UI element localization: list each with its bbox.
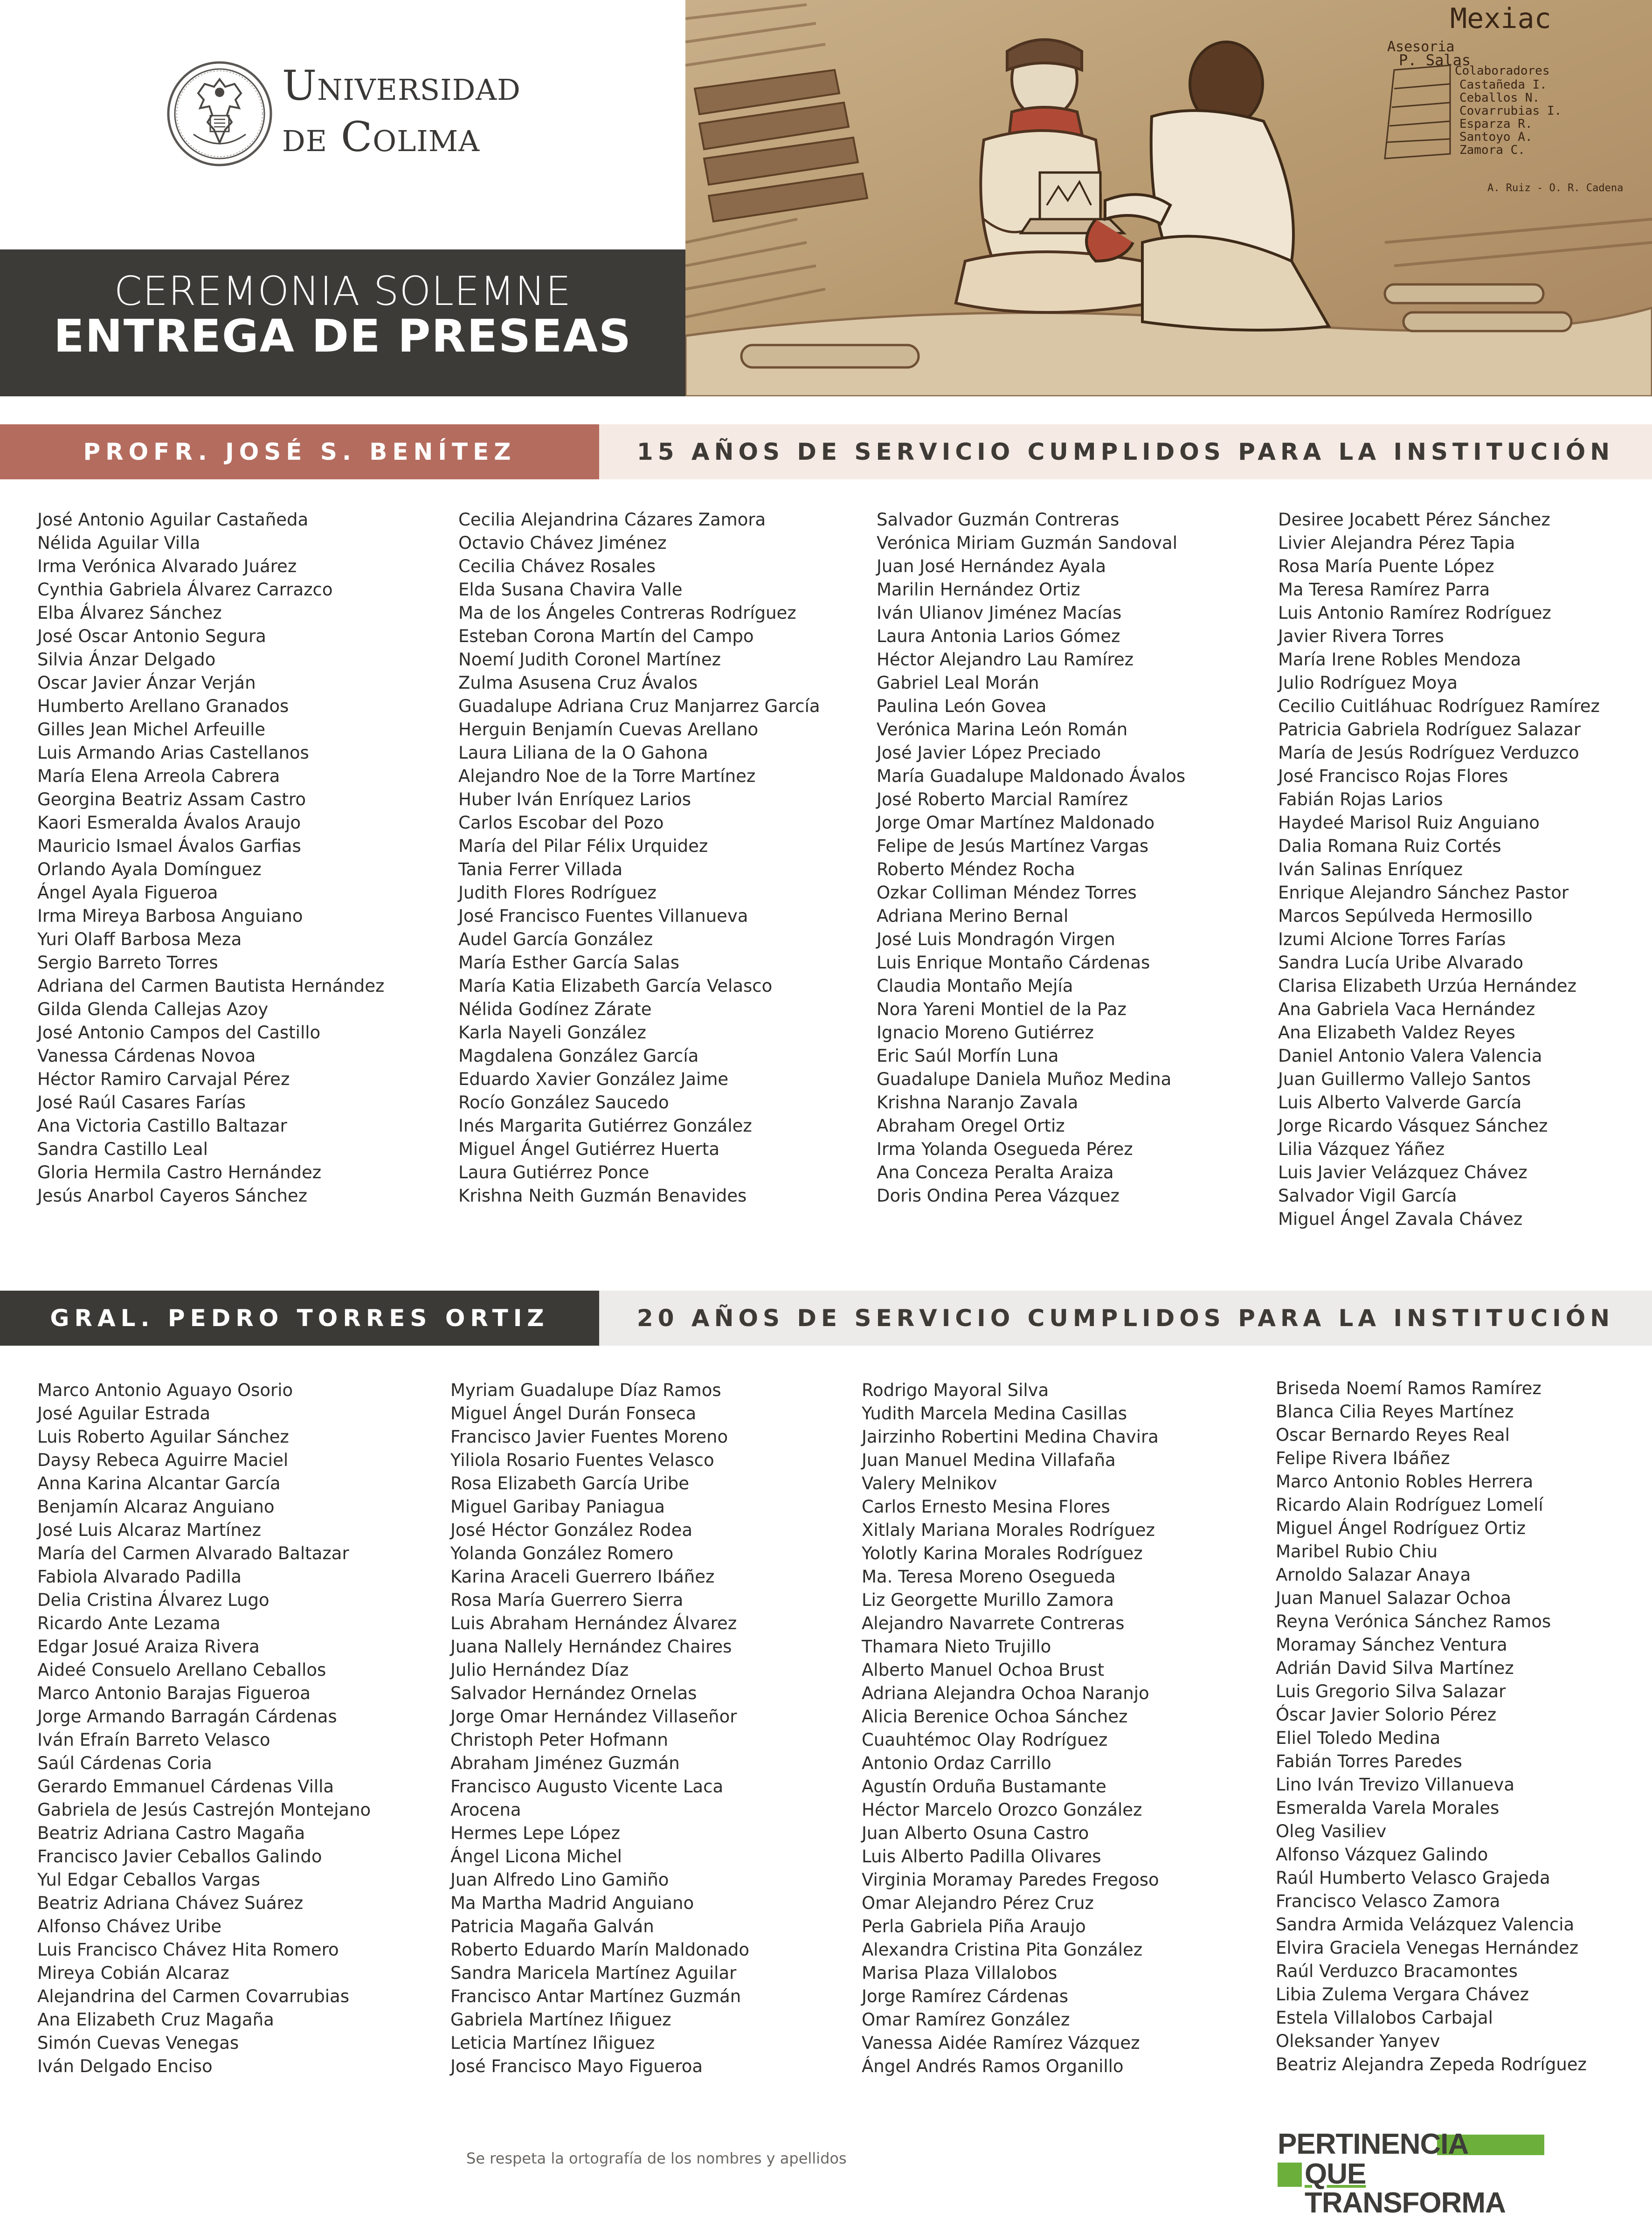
name-list-item: Esteban Corona Martín del Campo — [458, 626, 754, 646]
name-list-item: José Francisco Rojas Flores — [1278, 766, 1508, 786]
name-list-item: Nélida Godínez Zárate — [458, 999, 652, 1019]
svg-text:Castañeda I.: Castañeda I. — [1459, 78, 1547, 92]
name-list-item: Cecilia Chávez Rosales — [458, 556, 656, 576]
name-list-item: Cecilia Alejandrina Cázares Zamora — [458, 510, 766, 530]
name-list-item: Miguel Ángel Zavala Chávez — [1278, 1209, 1523, 1229]
name-list-item: Raúl Verduzco Bracamontes — [1276, 1961, 1518, 1981]
name-list-item: Ma. Teresa Moreno Osegueda — [862, 1567, 1116, 1587]
name-list-item: Felipe Rivera Ibáñez — [1276, 1448, 1450, 1468]
name-list-item: Alejandro Navarrete Contreras — [862, 1613, 1125, 1633]
name-list-item: Dalia Romana Ruiz Cortés — [1278, 836, 1501, 856]
name-list-item: Moramay Sánchez Ventura — [1276, 1635, 1507, 1655]
section2-column-2 — [450, 1379, 749, 2078]
name-list-item: Gloria Hermila Castro Hernández — [37, 1162, 322, 1182]
name-list-item: Sandra Lucía Uribe Alvarado — [1278, 953, 1523, 973]
name-list-item: Marcos Sepúlveda Hermosillo — [1278, 906, 1533, 926]
section2-column-4 — [1276, 1377, 1587, 2076]
name-list-item: Rosa María Guerrero Sierra — [450, 1590, 684, 1610]
name-list-item: Rosa María Puente López — [1278, 556, 1494, 576]
name-list-item: Benjamín Alcaraz Anguiano — [37, 1497, 275, 1517]
name-list-item: Juan Guillermo Vallejo Santos — [1278, 1069, 1531, 1089]
name-list-item: Ricardo Alain Rodríguez Lomelí — [1276, 1495, 1543, 1515]
name-list-item: Luis Francisco Chávez Hita Romero — [37, 1940, 339, 1960]
page-header — [0, 0, 1652, 396]
name-list-item: Sandra Armida Velázquez Valencia — [1276, 1915, 1575, 1935]
name-list-item: Laura Liliana de la O Gahona — [458, 743, 708, 763]
name-list-item: José Raúl Casares Farías — [37, 1092, 246, 1113]
section1-column-3 — [877, 508, 1185, 1208]
name-list-item: Cynthia Gabriela Álvarez Carrazco — [37, 580, 333, 600]
name-list-item: Luis Roberto Aguilar Sánchez — [37, 1427, 289, 1447]
name-list-item: Iván Ulianov Jiménez Macías — [877, 603, 1122, 623]
name-list-item: Nora Yareni Montiel de la Paz — [877, 999, 1127, 1019]
name-list-item: Yul Edgar Ceballos Vargas — [37, 1870, 260, 1890]
name-list-item: Eric Saúl Morfín Luna — [877, 1046, 1059, 1066]
name-list-item: Alicia Berenice Ochoa Sánchez — [862, 1707, 1128, 1727]
section2-column-3 — [862, 1379, 1159, 2078]
name-list-item: Luis Alberto Padilla Olivares — [862, 1846, 1101, 1866]
name-list-item: Saúl Cárdenas Coria — [37, 1753, 212, 1773]
name-list-item: Myriam Guadalupe Díaz Ramos — [450, 1380, 721, 1400]
name-list-item: Alfonso Chávez Uribe — [37, 1916, 222, 1936]
name-list-item: Omar Alejandro Pérez Cruz — [862, 1893, 1094, 1913]
name-list-item: Juan Manuel Medina Villafaña — [862, 1450, 1116, 1470]
name-list-item: Marco Antonio Barajas Figueroa — [37, 1683, 311, 1703]
name-list-item: José Antonio Aguilar Castañeda — [37, 510, 309, 530]
mural-signature-text: Mexiac — [1450, 2, 1551, 35]
name-list-item: Luis Abraham Hernández Álvarez — [450, 1613, 737, 1633]
svg-text:Ceballos N.: Ceballos N. — [1459, 91, 1540, 105]
name-list-item: Maribel Rubio Chiu — [1276, 1542, 1438, 1562]
name-list-item: Beatriz Adriana Chávez Suárez — [37, 1893, 304, 1913]
name-list-item: José Luis Mondragón Virgen — [877, 929, 1115, 949]
name-list-item: María del Carmen Alvarado Baltazar — [37, 1543, 349, 1563]
name-list-item: María Irene Robles Mendoza — [1278, 650, 1521, 670]
name-list-item: Paulina León Govea — [877, 696, 1047, 716]
name-list-item: Juana Nallely Hernández Chaires — [450, 1637, 732, 1657]
name-list-item: Ma Martha Madrid Anguiano — [450, 1893, 694, 1913]
name-list-item: Daniel Antonio Valera Valencia — [1278, 1046, 1542, 1066]
name-list-item: Gabriel Leal Morán — [877, 673, 1039, 693]
name-list-item: Guadalupe Daniela Muñoz Medina — [877, 1069, 1172, 1089]
name-list-item: Oscar Javier Ánzar Verján — [37, 673, 256, 693]
name-list-item: Ana Elizabeth Valdez Reyes — [1278, 1023, 1515, 1043]
brand-word-transforma: TRANSFORMA — [1305, 2187, 1506, 2219]
name-list-item: Ozkar Colliman Méndez Torres — [877, 883, 1137, 903]
name-list-item: Arnoldo Salazar Anaya — [1276, 1565, 1471, 1585]
name-list-item: Reyna Verónica Sánchez Ramos — [1276, 1611, 1551, 1631]
name-list-item: Jorge Omar Martínez Maldonado — [877, 813, 1155, 833]
name-list-item: María Elena Arreola Cabrera — [37, 766, 280, 786]
svg-text:A. Ruiz - O. R. Cadena: A. Ruiz - O. R. Cadena — [1487, 182, 1624, 194]
name-list-item: Beatriz Alejandra Zepeda Rodríguez — [1276, 2054, 1587, 2074]
brand-word-que: QUE — [1305, 2158, 1366, 2190]
name-list-item: Blanca Cilia Reyes Martínez — [1276, 1402, 1514, 1422]
name-list-item: Ángel Licona Michel — [450, 1846, 622, 1866]
name-list-item: Laura Antonia Larios Gómez — [877, 626, 1120, 646]
name-list-item: Liz Georgette Murillo Zamora — [862, 1590, 1114, 1610]
name-list-item: Ángel Ayala Figueroa — [37, 883, 218, 903]
name-list-item: Marco Antonio Robles Herrera — [1276, 1472, 1534, 1492]
svg-text:Asesoria: Asesoria — [1387, 39, 1455, 55]
name-list-item: Karla Nayeli González — [458, 1023, 646, 1043]
name-list-item: Irma Yolanda Osegueda Pérez — [877, 1139, 1133, 1159]
name-list-item: Francisco Javier Ceballos Galindo — [37, 1846, 322, 1866]
name-list-item: Zulma Asusena Cruz Ávalos — [458, 673, 698, 693]
mural-relief-illustration — [685, 0, 1652, 396]
name-list-item: Jorge Armando Barragán Cárdenas — [37, 1707, 337, 1727]
name-list-item: Herguin Benjamín Cuevas Arellano — [458, 719, 759, 740]
name-list-item: Sandra Maricela Martínez Aguilar — [450, 1963, 737, 1983]
name-list-item: María Esther García Salas — [458, 953, 680, 973]
name-list-item: Virginia Moramay Paredes Fregoso — [862, 1870, 1159, 1890]
name-list-item: Perla Gabriela Piña Araujo — [862, 1916, 1086, 1936]
name-list-item: Adriana del Carmen Bautista Hernández — [37, 976, 385, 996]
name-list-item: Carlos Escobar del Pozo — [458, 813, 664, 833]
name-list-item: Gabriela de Jesús Castrejón Montejano — [37, 1800, 371, 1820]
name-list-item: Ana Gabriela Vaca Hernández — [1278, 999, 1535, 1019]
name-list-item: Verónica Miriam Guzmán Sandoval — [877, 533, 1177, 553]
name-list-item: Vanessa Cárdenas Novoa — [37, 1046, 256, 1066]
name-list-item: Elba Álvarez Sánchez — [37, 603, 222, 623]
name-list-item: Izumi Alcione Torres Farías — [1278, 929, 1506, 949]
name-list-item: Adriana Alejandra Ochoa Naranjo — [862, 1683, 1149, 1703]
mural-image — [685, 0, 1652, 396]
name-list-item: Óscar Javier Solorio Pérez — [1276, 1705, 1497, 1725]
name-list-item: José Aguilar Estrada — [37, 1403, 211, 1424]
name-list-item: Héctor Ramiro Carvajal Pérez — [37, 1069, 290, 1089]
svg-text:Colaboradores: Colaboradores — [1455, 64, 1550, 78]
name-list-item: Inés Margarita Gutiérrez González — [458, 1116, 752, 1136]
name-list-item: Guadalupe Adriana Cruz Manjarrez García — [458, 696, 820, 716]
name-list-item: Anna Karina Alcantar García — [37, 1473, 281, 1493]
name-list-item: Thamara Nieto Trujillo — [862, 1637, 1051, 1657]
name-list-item: Yolanda González Romero — [450, 1543, 674, 1563]
name-list-item: Oleg Vasiliev — [1276, 1821, 1387, 1841]
name-list-item: Omar Ramírez González — [862, 2010, 1070, 2030]
name-list-item: Irma Verónica Alvarado Juárez — [37, 556, 297, 576]
name-list-item: Beatriz Adriana Castro Magaña — [37, 1823, 305, 1843]
name-list-item: Marco Antonio Aguayo Osorio — [37, 1380, 293, 1400]
name-list-item: Gilles Jean Michel Arfeuille — [37, 719, 266, 740]
name-list-item: Ana Conceza Peralta Araiza — [877, 1162, 1114, 1182]
name-list-item: Jesús Anarbol Cayeros Sánchez — [37, 1186, 308, 1206]
name-list-item: Iván Delgado Enciso — [37, 2056, 213, 2076]
name-list-item: Estela Villalobos Carbajal — [1276, 2008, 1493, 2028]
name-list-item: Marilin Hernández Ortiz — [877, 580, 1080, 600]
name-list-item: Julio Hernández Díaz — [450, 1660, 629, 1680]
section1-column-4 — [1278, 508, 1600, 1231]
name-list-item: Luis Armando Arias Castellanos — [37, 743, 309, 763]
name-list-item: Lino Iván Trevizo Villanueva — [1276, 1775, 1515, 1795]
name-list-item: Ma Teresa Ramírez Parra — [1278, 580, 1490, 600]
brand-green-square — [1278, 2163, 1302, 2187]
name-list-item: Iván Efraín Barreto Velasco — [37, 1730, 270, 1750]
name-list-item: Lilia Vázquez Yáñez — [1278, 1139, 1445, 1159]
name-list-item: Luis Gregorio Silva Salazar — [1276, 1681, 1506, 1701]
ceremony-subtitle: ENTREGA DE PRESEAS — [53, 310, 632, 362]
name-list-item: Audel García González — [458, 929, 653, 949]
university-name-line1: Universidad — [282, 62, 521, 110]
name-list-item: Rodrigo Mayoral Silva — [862, 1380, 1049, 1400]
name-list-item: Miguel Ángel Rodríguez Ortiz — [1276, 1518, 1526, 1538]
name-list-item: Jorge Omar Hernández Villaseñor — [450, 1707, 737, 1727]
name-list-item: Briseda Noemí Ramos Ramírez — [1276, 1378, 1541, 1398]
name-list-item: Verónica Marina León Román — [877, 719, 1128, 740]
name-list-item: José Roberto Marcial Ramírez — [877, 789, 1128, 809]
name-list-item: Salvador Hernández Ornelas — [450, 1683, 697, 1703]
name-list-item: Patricia Magaña Galván — [450, 1916, 654, 1936]
name-list-item: Fabián Torres Paredes — [1276, 1751, 1462, 1771]
name-list-item: Raúl Humberto Velasco Grajeda — [1276, 1868, 1550, 1888]
name-list-item: Gabriela Martínez Iñiguez — [450, 2010, 671, 2030]
name-list-item: Krishna Naranjo Zavala — [877, 1092, 1078, 1113]
name-list-item: José Javier López Preciado — [877, 743, 1101, 763]
name-list-item: Patricia Gabriela Rodríguez Salazar — [1278, 719, 1581, 740]
name-list-item: María Katia Elizabeth García Velasco — [458, 976, 773, 996]
name-list-item: Fabiola Alvarado Padilla — [37, 1567, 242, 1587]
section1-column-2 — [458, 508, 820, 1208]
name-list-item: José Luis Alcaraz Martínez — [37, 1520, 261, 1540]
name-list-item: Yuri Olaff Barbosa Meza — [37, 929, 242, 949]
name-list-item: Enrique Alejandro Sánchez Pastor — [1278, 883, 1569, 903]
name-list-item: Alexandra Cristina Pita González — [862, 1940, 1143, 1960]
name-list-item: Fabián Rojas Larios — [1278, 789, 1443, 809]
name-list-item: Gilda Glenda Callejas Azoy — [37, 999, 269, 1019]
name-list-item: Agustín Orduña Bustamante — [862, 1777, 1106, 1797]
svg-text:Esparza R.: Esparza R. — [1459, 117, 1533, 131]
ceremony-title: CEREMONIA SOLEMNE — [114, 268, 572, 315]
name-list-item: Alejandro Noe de la Torre Martínez — [458, 766, 756, 786]
name-list-item: Juan Alfredo Lino Gamiño — [450, 1870, 669, 1890]
name-list-item: Irma Mireya Barbosa Anguiano — [37, 906, 303, 926]
name-list-item: Miguel Ángel Gutiérrez Huerta — [458, 1139, 720, 1159]
name-list-item: Julio Rodríguez Moya — [1278, 673, 1458, 693]
name-list-item: Jairzinho Robertini Medina Chavira — [862, 1427, 1159, 1447]
name-list-item: Juan Alberto Osuna Castro — [862, 1823, 1089, 1843]
name-list-item: Claudia Montaño Mejía — [877, 976, 1073, 996]
name-list-item: Luis Alberto Valverde García — [1278, 1092, 1522, 1113]
university-name-line2: de Colima — [282, 113, 480, 161]
name-list-item: Francisco Javier Fuentes Moreno — [450, 1427, 728, 1447]
name-list-item: Ana Victoria Castillo Baltazar — [37, 1116, 287, 1136]
name-list-item: Orlando Ayala Domínguez — [37, 859, 262, 879]
section2-column-1 — [37, 1379, 371, 2078]
name-list-item: Nélida Aguilar Villa — [37, 533, 200, 553]
name-list-item: Eliel Toledo Medina — [1276, 1728, 1441, 1748]
name-list-item: Felipe de Jesús Martínez Vargas — [877, 836, 1149, 856]
name-list-item: Rosa Elizabeth García Uribe — [450, 1473, 690, 1493]
name-list-item: Judith Flores Rodríguez — [458, 883, 657, 903]
name-list-item: Adrián David Silva Martínez — [1276, 1658, 1514, 1678]
name-list-item: Roberto Méndez Rocha — [877, 859, 1075, 879]
name-list-item: Javier Rivera Torres — [1278, 626, 1444, 646]
name-list-item: Jorge Ricardo Vásquez Sánchez — [1278, 1116, 1548, 1136]
name-list-item: Rocío González Saucedo — [458, 1092, 669, 1113]
name-list-item: Abraham Oregel Ortiz — [877, 1116, 1065, 1136]
name-list-item: Esmeralda Varela Morales — [1276, 1798, 1500, 1818]
brand-words-que-transforma — [1305, 2160, 1539, 2218]
name-list-item: Luis Antonio Ramírez Rodríguez — [1278, 603, 1551, 623]
svg-text:P. Salas: P. Salas — [1399, 51, 1471, 69]
name-list-item: Yudith Marcela Medina Casillas — [862, 1403, 1127, 1424]
section1-award-name: PROFR. JOSÉ S. BENÍTEZ — [0, 424, 599, 479]
name-list-item: Ana Elizabeth Cruz Magaña — [37, 2010, 274, 2030]
name-list-item: Libia Zulema Vergara Chávez — [1276, 1984, 1529, 2005]
name-list-item: Elda Susana Chavira Valle — [458, 580, 683, 600]
name-list-item: Livier Alejandra Pérez Tapia — [1278, 533, 1515, 553]
name-list-item: Alejandrina del Carmen Covarrubias — [37, 1986, 349, 2006]
name-list-item: Leticia Martínez Iñiguez — [450, 2033, 655, 2053]
name-list-item: Simón Cuevas Venegas — [37, 2033, 239, 2053]
name-list-item: Ma de los Ángeles Contreras Rodríguez — [458, 603, 796, 623]
section2-award-name: GRAL. PEDRO TORRES ORTIZ — [0, 1291, 599, 1346]
name-list-item: Salvador Vigil García — [1278, 1186, 1457, 1206]
name-list-item: Haydeé Marisol Ruiz Anguiano — [1278, 813, 1540, 833]
name-list-item: Ignacio Moreno Gutiérrez — [877, 1023, 1094, 1043]
name-list-item: Yolotly Karina Morales Rodríguez — [862, 1543, 1143, 1563]
name-list-item: Oscar Bernardo Reyes Real — [1276, 1425, 1510, 1445]
name-list-item: Eduardo Xavier González Jaime — [458, 1069, 729, 1089]
name-list-item: Oleksander Yanyev — [1276, 2031, 1440, 2051]
name-list-item: Francisco Augusto Vicente Laca — [450, 1777, 724, 1797]
name-list-item: Francisco Antar Martínez Guzmán — [450, 1986, 741, 2006]
name-list-item: Luis Enrique Montaño Cárdenas — [877, 953, 1150, 973]
section1-column-1 — [37, 508, 384, 1208]
university-seal-icon — [166, 60, 274, 168]
section2-header-bar — [0, 1291, 1652, 1346]
svg-text:Covarrubias I.: Covarrubias I. — [1459, 104, 1562, 118]
name-list-item: Krishna Neith Guzmán Benavides — [458, 1186, 747, 1206]
university-logo-area — [0, 0, 685, 249]
name-list-item: Alfonso Vázquez Galindo — [1276, 1845, 1488, 1865]
name-list-item: Mireya Cobián Alcaraz — [37, 1963, 229, 1983]
name-list-item: Carlos Ernesto Mesina Flores — [862, 1497, 1110, 1517]
name-list-item: Sergio Barreto Torres — [37, 953, 218, 973]
name-list-item: Luis Javier Velázquez Chávez — [1278, 1162, 1528, 1182]
name-list-item: Ricardo Ante Lezama — [37, 1613, 221, 1633]
name-list-item: Cuauhtémoc Olay Rodríguez — [862, 1730, 1108, 1750]
name-list-item: Silvia Ánzar Delgado — [37, 650, 216, 670]
name-list-item: Doris Ondina Perea Vázquez — [877, 1186, 1120, 1206]
name-list-item: Gerardo Emmanuel Cárdenas Villa — [37, 1777, 334, 1797]
name-list-item: Ángel Andrés Ramos Organillo — [862, 2056, 1124, 2076]
name-list-item: Elvira Graciela Venegas Hernández — [1276, 1938, 1579, 1958]
name-list-item: Roberto Eduardo Marín Maldonado — [450, 1940, 750, 1960]
name-list-item: Juan Manuel Salazar Ochoa — [1276, 1588, 1511, 1608]
name-list-item: José Héctor González Rodea — [450, 1520, 693, 1540]
svg-text:Santoyo A.: Santoyo A. — [1459, 130, 1533, 144]
name-list-item: José Antonio Campos del Castillo — [37, 1023, 321, 1043]
name-list-item: Iván Salinas Enríquez — [1278, 859, 1463, 879]
name-list-item: Juan José Hernández Ayala — [877, 556, 1106, 576]
name-list-item: Laura Gutiérrez Ponce — [458, 1162, 650, 1182]
brand-word-pertinencia: PERTINENCIA — [1278, 2128, 1469, 2160]
name-list-item: Aideé Consuelo Arellano Ceballos — [37, 1660, 326, 1680]
university-name — [282, 62, 521, 161]
name-list-item: Edgar Josué Araiza Rivera — [37, 1637, 260, 1657]
name-list-item: María de Jesús Rodríguez Verduzco — [1278, 743, 1579, 763]
name-list-item: Sandra Castillo Leal — [37, 1139, 208, 1159]
name-list-item: Humberto Arellano Granados — [37, 696, 289, 716]
name-list-item: Cecilio Cuitláhuac Rodríguez Ramírez — [1278, 696, 1600, 716]
svg-text:Zamora C.: Zamora C. — [1459, 143, 1525, 157]
name-list-item: Miguel Ángel Durán Fonseca — [450, 1403, 697, 1424]
name-list-item: Adriana Merino Bernal — [877, 906, 1069, 926]
name-list-item: Georgina Beatriz Assam Castro — [37, 789, 306, 809]
name-list-item: José Francisco Mayo Figueroa — [450, 2056, 703, 2076]
name-list-item: Delia Cristina Álvarez Lugo — [37, 1590, 270, 1610]
brand-logo — [1278, 2128, 1539, 2219]
section2-service-years: 20 AÑOS DE SERVICIO CUMPLIDOS PARA LA INSTITUCIÓN — [599, 1291, 1652, 1346]
name-list-item: José Oscar Antonio Segura — [37, 626, 266, 646]
name-list-item: Salvador Guzmán Contreras — [877, 510, 1120, 530]
name-list-item: Alberto Manuel Ochoa Brust — [862, 1660, 1105, 1680]
name-list-item: Yiliola Rosario Fuentes Velasco — [450, 1450, 714, 1470]
name-list-item: Desiree Jocabett Pérez Sánchez — [1278, 510, 1550, 530]
spelling-footnote: Se respeta la ortografía de los nombres y apellidos — [466, 2150, 847, 2167]
name-list-item: Tania Ferrer Villada — [458, 859, 623, 879]
name-list-item: Mauricio Ismael Ávalos Garfias — [37, 836, 301, 856]
name-list-item: Arocena — [450, 1800, 521, 1820]
name-list-item: Clarisa Elizabeth Urzúa Hernández — [1278, 976, 1576, 996]
name-list-item: Christoph Peter Hofmann — [450, 1730, 668, 1750]
name-list-item: Daysy Rebeca Aguirre Maciel — [37, 1450, 289, 1470]
name-list-item: Octavio Chávez Jiménez — [458, 533, 667, 553]
name-list-item: Jorge Ramírez Cárdenas — [862, 1986, 1069, 2006]
name-list-item: Héctor Alejandro Lau Ramírez — [877, 650, 1134, 670]
name-list-item: Kaori Esmeralda Ávalos Araujo — [37, 813, 301, 833]
name-list-item: Huber Iván Enríquez Larios — [458, 789, 691, 809]
name-list-item: Noemí Judith Coronel Martínez — [458, 650, 721, 670]
name-list-item: Karina Araceli Guerrero Ibáñez — [450, 1567, 715, 1587]
name-list-item: Magdalena González García — [458, 1046, 699, 1066]
name-list-item: José Francisco Fuentes Villanueva — [458, 906, 748, 926]
name-list-item: María del Pilar Félix Urquidez — [458, 836, 708, 856]
name-list-item: Héctor Marcelo Orozco González — [862, 1800, 1142, 1820]
name-list-item: Francisco Velasco Zamora — [1276, 1891, 1500, 1911]
section1-service-years: 15 AÑOS DE SERVICIO CUMPLIDOS PARA LA INSTITUCIÓN — [599, 424, 1652, 479]
name-list-item: Valery Melnikov — [862, 1473, 997, 1493]
section1-header-bar — [0, 424, 1652, 479]
name-list-item: Xitlaly Mariana Morales Rodríguez — [862, 1520, 1155, 1540]
name-list-item: María Guadalupe Maldonado Ávalos — [877, 766, 1186, 786]
name-list-item: Marisa Plaza Villalobos — [862, 1963, 1058, 1983]
name-list-item: Miguel Garibay Paniagua — [450, 1497, 665, 1517]
name-list-item: Vanessa Aidée Ramírez Vázquez — [862, 2033, 1140, 2053]
name-list-item: Antonio Ordaz Carrillo — [862, 1753, 1051, 1773]
name-list-item: Hermes Lepe López — [450, 1823, 621, 1843]
name-list-item: Abraham Jiménez Guzmán — [450, 1753, 680, 1773]
